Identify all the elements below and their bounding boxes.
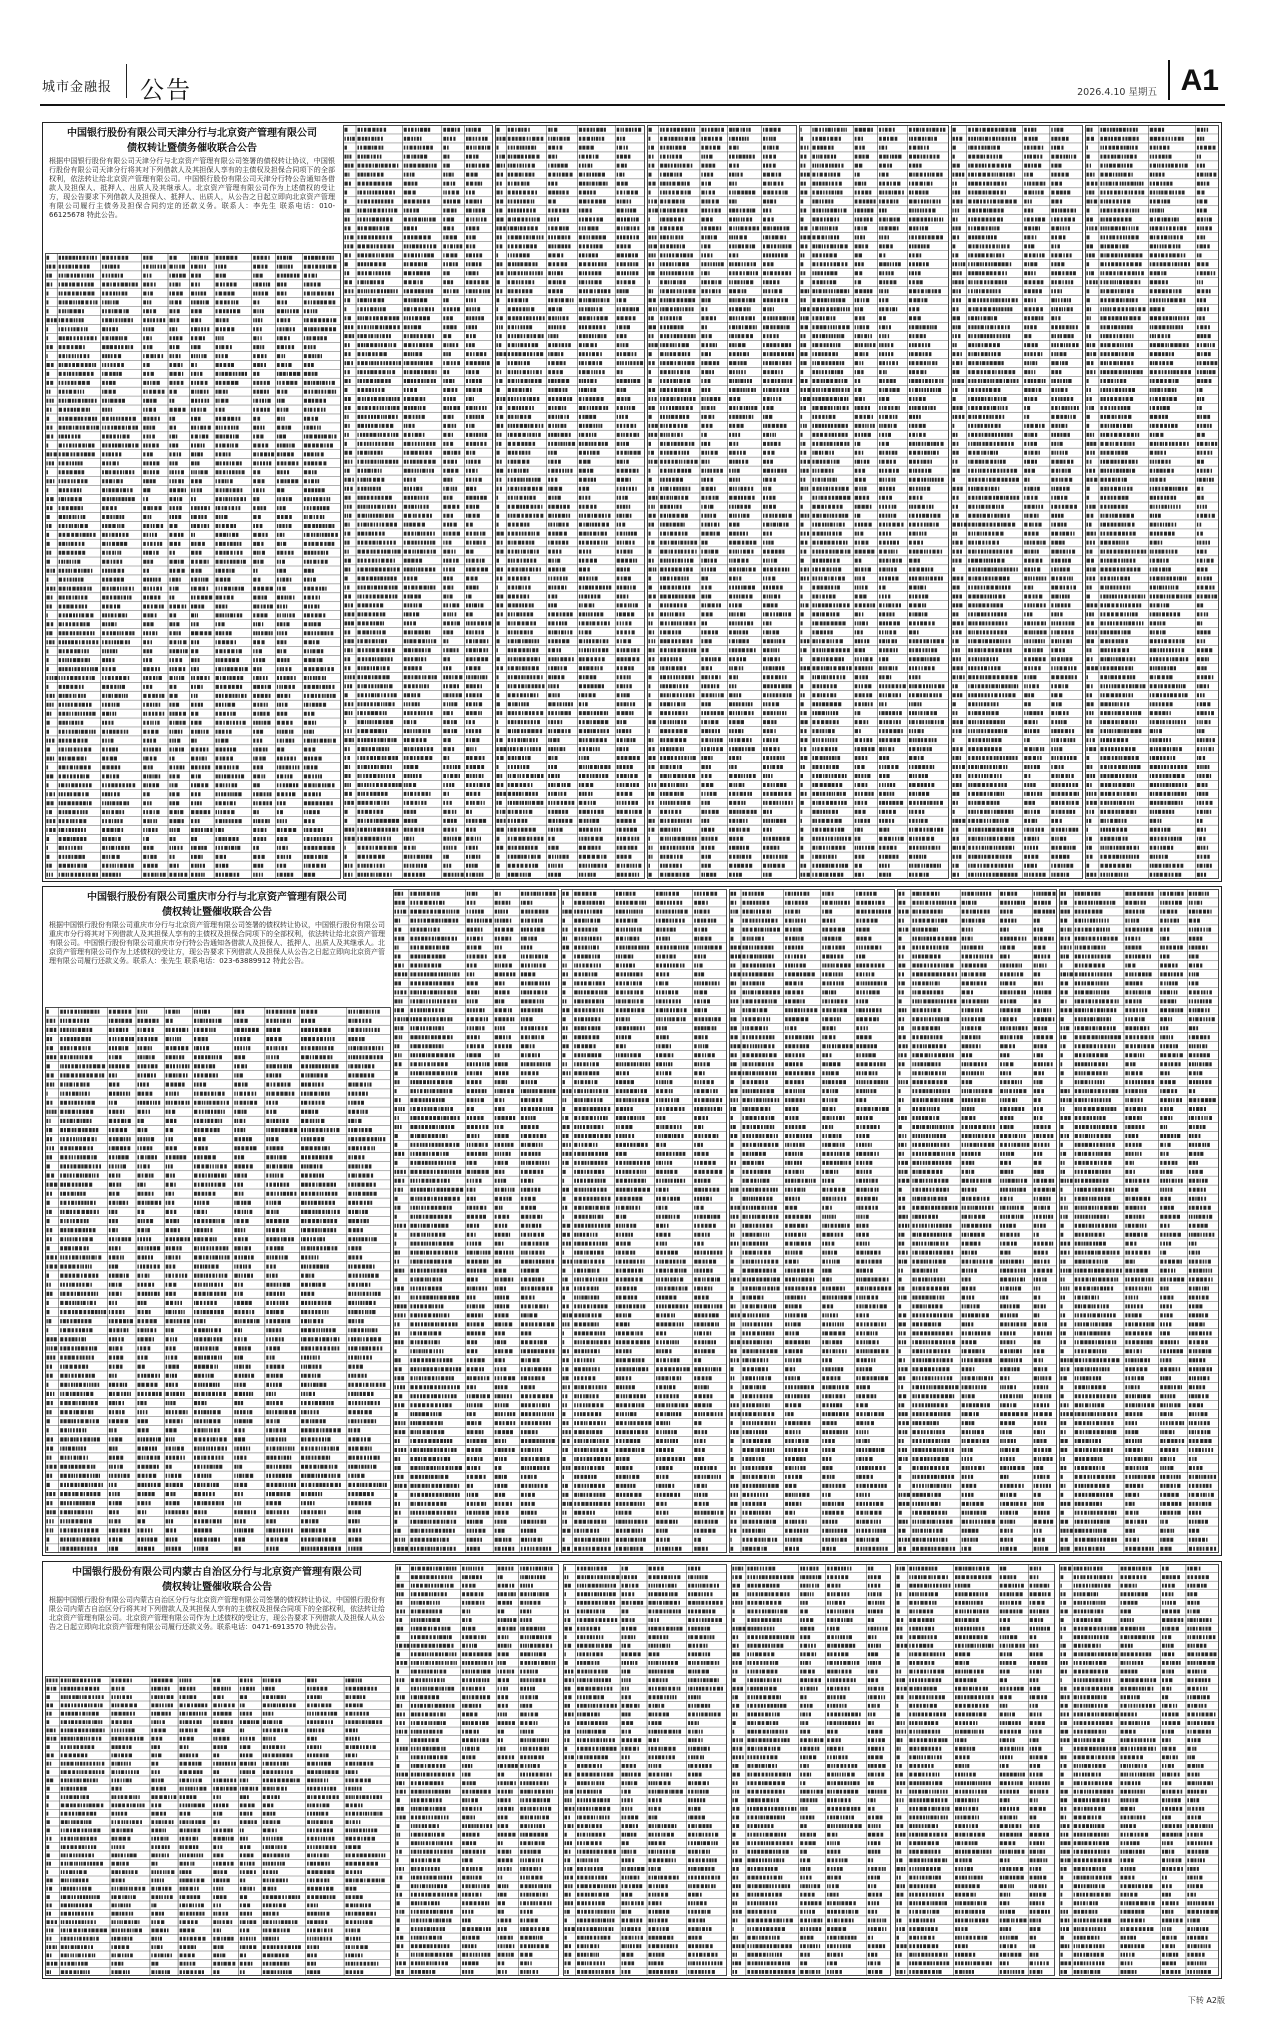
table-text-ink [565, 1567, 724, 1974]
table-grid [799, 125, 949, 879]
debt-table-left [45, 253, 341, 879]
debt-table-left [45, 1676, 391, 1976]
section-title: 公告 [140, 76, 192, 104]
table-grid [561, 889, 727, 1553]
table-text-ink [801, 128, 946, 877]
announcement-body: 根据中国银行股份有限公司重庆市分行与北京资产管理有限公司签署的债权转让协议，中国银行股份有限公司重庆市分行将其对下列借款人及其担保人享有的主债权及担保合同项下的全部权利，依法转让给北京资产管理有限公司。中国银行股份有限公司重庆市分行特公告通知各借款人及担保人、抵押人、出质人及其继承人。北京资产管理有限公司作为上述债权的受让方，现公告要求下列借款人及担保人从公告之日起立即向北京资产管理有限公司履行还款义务。联系人：张先生 联系电话：023-63889912 特此公告。 [49, 921, 385, 965]
table-grid [729, 889, 895, 1553]
announcement-title: 中国银行股份有限公司内蒙古自治区分行与北京资产管理有限公司 [72, 1567, 362, 1578]
debt-table-left [45, 1007, 391, 1553]
table-text-ink [47, 1679, 386, 1975]
table-text-ink [897, 1567, 1051, 1974]
debt-table-col-6 [951, 125, 1083, 879]
table-text-ink [47, 256, 338, 877]
debt-table-col-7 [1085, 125, 1219, 879]
table-grid [45, 1676, 391, 1976]
table-grid [731, 1564, 891, 1976]
masthead-rule [40, 104, 1225, 106]
table-grid [1085, 125, 1219, 879]
table-text-ink [953, 128, 1080, 877]
debt-table-col-2 [395, 1564, 559, 1976]
table-text-ink [497, 128, 644, 877]
debt-table-col-4 [729, 889, 895, 1553]
table-grid [563, 1564, 727, 1976]
table-grid [45, 253, 341, 879]
page-number-box [1168, 60, 1225, 100]
page-number: A1 [1180, 64, 1219, 97]
debt-table-col-4 [731, 1564, 891, 1976]
table-grid [395, 1564, 559, 1976]
issue-date: 2026.4.10 星期五 [1077, 87, 1157, 98]
table-text-ink [733, 1567, 888, 1974]
table-text-ink [1087, 128, 1218, 877]
announcement-inner-mongolia [42, 1561, 1222, 1979]
newspaper-name: 城市金融报 [42, 80, 113, 95]
announcement-title: 中国银行股份有限公司重庆市分行与北京资产管理有限公司 [87, 892, 347, 903]
debt-table-col-5 [895, 1564, 1055, 1976]
debt-table-col-2 [393, 889, 559, 1553]
announcement-body: 根据中国银行股份有限公司内蒙古自治区分行与北京资产管理有限公司签署的债权转让协议，中国银行股份有限公司内蒙古自治区分行将其对下列借款人及其担保人享有的主债权及担保合同项下的全部权利，依法转让给北京资产管理有限公司。北京资产管理有限公司作为上述债权的受让方，现公告要求下列借款人及担保人从公告之日起立即向北京资产管理有限公司履行还款义务。联系电话：0471-6913570 特此公告。 [49, 1596, 385, 1631]
table-grid [951, 125, 1083, 879]
table-grid [45, 1007, 391, 1553]
debt-table-col-6 [1059, 889, 1219, 1553]
masthead-divider [126, 64, 127, 98]
announcement-subtitle: 债权转让暨催收联合公告 [162, 907, 272, 918]
masthead [40, 60, 1225, 106]
announcement-subtitle: 债权转让暨催收联合公告 [162, 1582, 272, 1593]
table-grid [1059, 1564, 1219, 1976]
debt-table-col-3 [495, 125, 645, 879]
announcement-subtitle: 债权转让暨债务催收联合公告 [127, 143, 257, 154]
announcement-intro [43, 1562, 391, 1674]
debt-table-col-3 [561, 889, 727, 1553]
debt-table-col-6 [1059, 1564, 1219, 1976]
table-text-ink [649, 128, 795, 877]
announcement-title: 中国银行股份有限公司天津分行与北京资产管理有限公司 [67, 128, 317, 139]
announcement-chongqing [42, 886, 1222, 1556]
table-grid [393, 889, 559, 1553]
announcement-tianjin [42, 122, 1222, 882]
announcement-intro [43, 887, 391, 1005]
table-grid [1059, 889, 1219, 1553]
announcement-intro [43, 123, 341, 251]
table-text-ink [345, 128, 492, 877]
debt-table-col-3 [563, 1564, 727, 1976]
debt-table-col-5 [897, 889, 1057, 1553]
table-grid [647, 125, 797, 879]
table-grid [495, 125, 645, 879]
debt-table-col-5 [799, 125, 949, 879]
debt-table-col-2 [343, 125, 493, 879]
continued-note: 下转 A2版 [1187, 1996, 1225, 2005]
announcement-body: 根据中国银行股份有限公司天津分行与北京资产管理有限公司签署的债权转让协议，中国银行股份有限公司天津分行将其对下列借款人及其担保人享有的主债权及担保合同项下的全部权利，依法转让给北京资产管理有限公司。中国银行股份有限公司天津分行特公告通知各借款人及担保人、抵押人、出质人及其继承人。北京资产管理有限公司作为上述债权的受让方，现公告要求下列借款人及担保人、抵押人、出质人，从公告之日起立即向北京资产管理有限公司履行主债务及担保合同约定的还款义务。联系人：李先生 联系电话：010-66125678 特此公告。 [49, 157, 335, 219]
table-text-ink [1061, 1567, 1218, 1974]
table-grid [895, 1564, 1055, 1976]
table-grid [343, 125, 493, 879]
debt-table-col-4 [647, 125, 797, 879]
table-text-ink [397, 1567, 556, 1974]
table-grid [897, 889, 1057, 1553]
